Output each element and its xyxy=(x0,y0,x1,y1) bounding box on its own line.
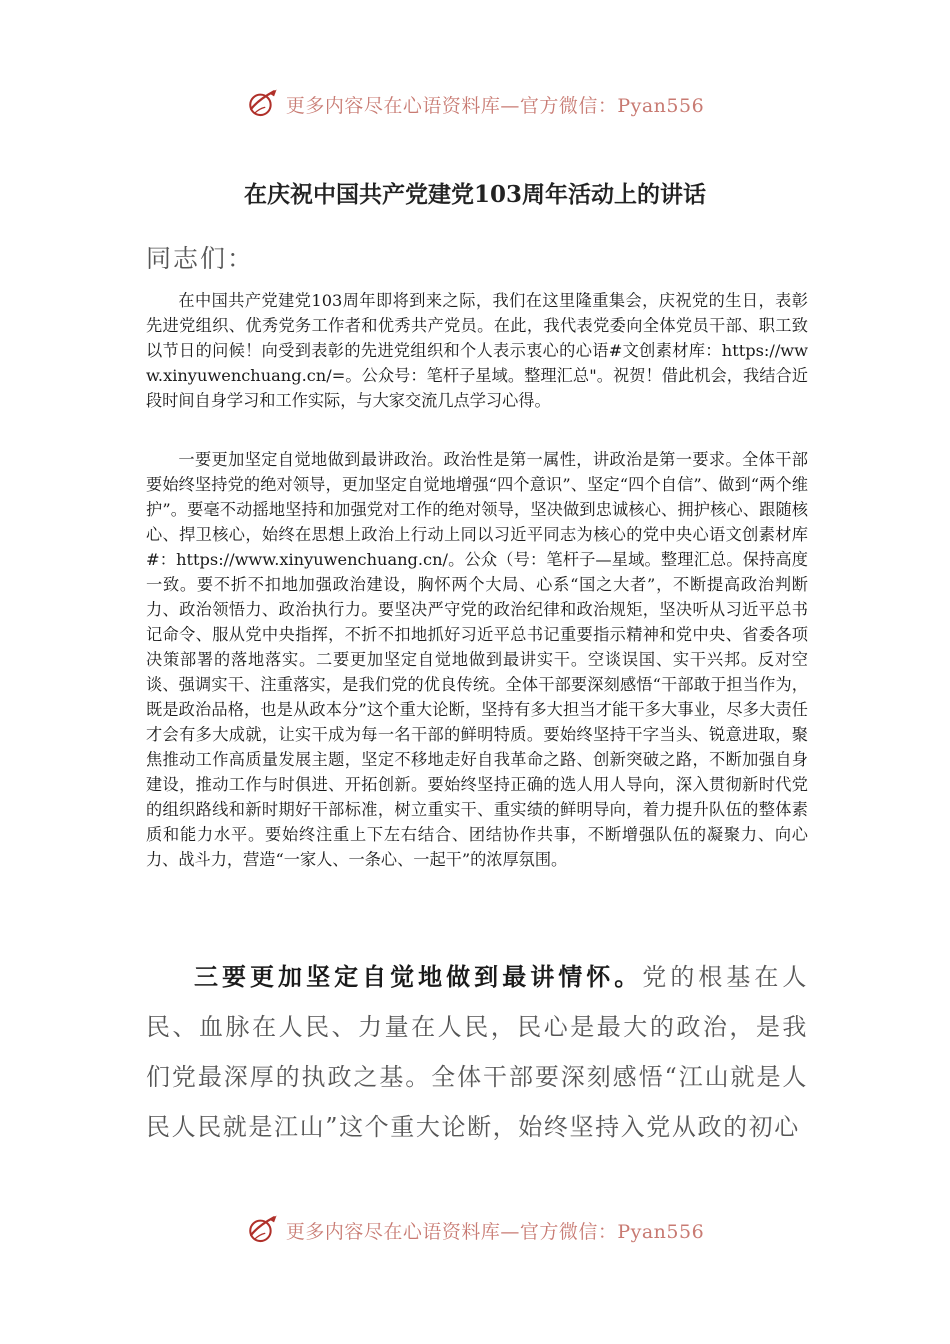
section-1-2-paragraph: 一要更加坚定自觉地做到最讲政治。政治性是第一属性，讲政治是第一要求。全体干部要始终坚持党的绝对领导，更加坚定自觉地增强“四个意识”、坚定“四个自信”、做到“两个维护”。要毫不动摇地坚持和加强党对工作的绝对领导，坚决做到忠诚核心、拥护核心、跟随核心、捍卫核心，始终在思想上政治上行动上同以习近平同志为核心的党中央心语文创素材库#：https://www.xinyuwenchuang.cn/。公众（号：笔杆子—星域。整理汇总。保持高度一致。要不折不扣地加强政治建设，胸怀两个大局、心系“国之大者”，不断提高政治判断力、政治领悟力、政治执行力。要坚决严守党的政治纪律和政治规矩，坚决听从习近平总书记命令、服从党中央指挥，不折不扣地抓好习近平总书记重要指示精神和党中央、省委各项决策部署的落地落实。二要更加坚定自觉地做到最讲实干。空谈误国、实干兴邦。反对空谈、强调实干、注重落实，是我们党的优良传统。全体干部要深刻感悟“干部敢于担当作为，既是政治品格，也是从政本分”这个重大论断，坚持有多大担当才能干多大事业，尽多大责任才会有多大成就，让实干成为每一名干部的鲜明特质。要始终坚持干字当头、锐意进取，聚焦推动工作高质量发展主题，坚定不移地走好自我革命之路、创新突破之路，不断加强自身建设，推动工作与时俱进、开拓创新。要始终坚持正确的选人用人导向，深入贯彻新时代党的组织路线和新时期好干部标准，树立重实干、重实绩的鲜明导向，着力提升队伍的整体素质和能力水平。要始终注重上下左右结合、团结协作共事，不断增强队伍的凝聚力、向心力、战斗力，营造“一家人、一条心、一起干”的浓厚氛围。 xyxy=(146,450,808,869)
pen-nib-logo-icon xyxy=(246,87,280,121)
footer-banner-inner xyxy=(246,1213,704,1247)
header-banner xyxy=(0,84,950,124)
pen-nib-logo-icon xyxy=(246,1213,280,1247)
salutation: 同志们： xyxy=(146,244,255,273)
header-banner-inner xyxy=(246,87,704,121)
page-title: 在庆祝中国共产党建党103周年活动上的讲话 xyxy=(243,181,706,208)
header-banner-text: 更多内容尽在心语资料库—官方微信：Pyan556 xyxy=(285,94,705,117)
section-3-body: 党的根基在人民、血脉在人民、力量在人民，民心是最大的政治，是我们党最深厚的执政之基。全体干部要深刻感悟“江山就是人民人民就是江山”这个重大论断，始终坚持入党从政的初心 xyxy=(146,963,808,1141)
footer-banner-text: 更多内容尽在心语资料库—官方微信：Pyan556 xyxy=(285,1220,705,1243)
footer-banner xyxy=(0,1210,950,1250)
section-3-paragraph xyxy=(146,952,808,1152)
section-3-lead: 三要更加坚定自觉地做到最讲情怀。 xyxy=(194,962,643,991)
intro-paragraph: 在中国共产党建党103周年即将到来之际，我们在这里隆重集会，庆祝党的生日，表彰先进党组织、优秀党务工作者和优秀共产党员。在此，我代表党委向全体党员干部、职工致以节日的问候！向受到表彰的先进党组织和个人表示衷心的心语#文创素材库：https://www.xinyuwenchuang.cn/=。公众号：笔杆子星域。整理汇总"。祝贺！借此机会，我结合近段时间自身学习和工作实际，与大家交流几点学习心得。 xyxy=(146,291,808,410)
